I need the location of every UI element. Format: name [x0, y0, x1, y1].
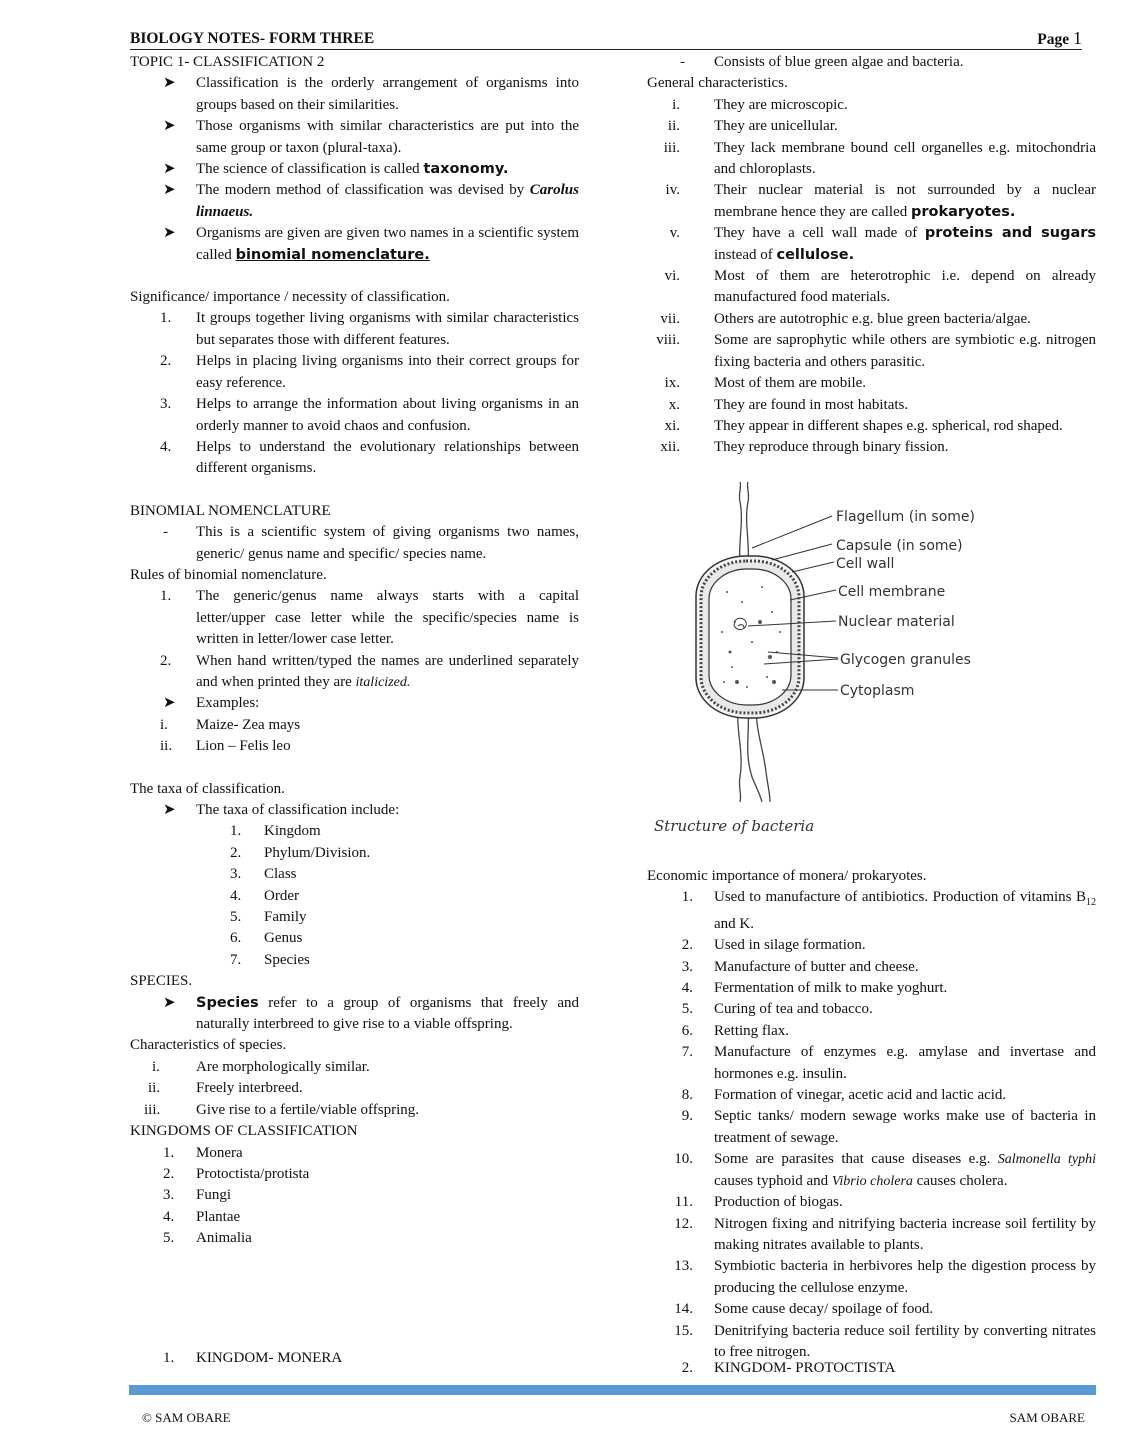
list-item: 9. Septic tanks/ modern sewage works make use of bacteria in treatment of sewage.	[681, 1108, 1096, 1146]
section-heading: The taxa of classification.	[130, 780, 285, 797]
left-column	[130, 52, 579, 1250]
section-heading: KINGDOMS OF CLASSIFICATION	[130, 1123, 358, 1140]
list-item: 5. Animalia	[163, 1230, 252, 1247]
list-item: 2. When hand written/typed the names are underlined separately and when printed they are italicized.	[160, 652, 579, 690]
cytoplasm-label: Cytoplasm	[840, 683, 915, 699]
list-item: ii. Freely interbreed.	[148, 1080, 303, 1097]
list-item: 4. Plantae	[163, 1208, 241, 1225]
list-item: vii. Others are autotrophic e.g. blue green bacteria/algae.	[660, 310, 1031, 327]
list-item: 3. Fungi	[163, 1187, 232, 1204]
list-item: 4. Order	[230, 887, 299, 904]
list-item: xi. They appear in different shapes e.g. spherical, rod shaped.	[664, 417, 1063, 434]
glycogen-label: Glycogen granules	[840, 652, 971, 668]
footer-copyright: © SAM OBARE	[142, 1410, 231, 1425]
list-item: 3. Class	[230, 866, 297, 883]
list-item: ➤ The taxa of classification include:	[163, 802, 400, 818]
section-heading: General characteristics.	[647, 75, 788, 92]
list-item: ➤ Classification is the orderly arrangement of organisms into groups based on their similarities.	[163, 75, 579, 113]
list-item: 5. Family	[230, 909, 307, 926]
page-number: Page 1	[1037, 28, 1082, 48]
list-item: 2. Helps in placing living organisms into their correct groups for easy reference.	[160, 353, 579, 391]
kingdom-monera-heading: 1. KINGDOM- MONERA	[163, 1350, 343, 1366]
list-item: ➤ The modern method of classification was devised by Carolus linnaeus.	[163, 182, 579, 220]
list-item: i. Are morphologically similar.	[152, 1058, 370, 1075]
page-header	[130, 30, 1082, 50]
right-column	[647, 52, 1096, 459]
list-item: ix. Most of them are mobile.	[664, 375, 867, 392]
section-heading: Characteristics of species.	[130, 1037, 287, 1054]
list-item: 6. Retting flax.	[681, 1022, 789, 1039]
cell-membrane-label: Cell membrane	[838, 584, 946, 600]
topic-heading: TOPIC 1- CLASSIFICATION 2	[130, 54, 325, 70]
bacteria-diagram	[652, 482, 992, 842]
footer-bar	[129, 1385, 1096, 1395]
list-item: 12. Nitrogen fixing and nitrifying bacteria increase soil fertility by making nitrates available to plants.	[674, 1215, 1096, 1253]
list-item: 7. Species	[230, 951, 310, 968]
list-item: x. They are found in most habitats.	[668, 396, 909, 413]
section-heading: BINOMIAL NOMENCLATURE	[130, 502, 331, 519]
capsule-label: Capsule (in some)	[836, 538, 963, 554]
list-item: 14. Some cause decay/ spoilage of food.	[674, 1301, 934, 1318]
kingdom-protoctista-heading: 2. KINGDOM- PROTOCTISTA	[681, 1360, 896, 1376]
list-item: i. Maize- Zea mays	[160, 716, 301, 733]
list-item: 1. Kingdom	[230, 823, 321, 840]
list-item: 13. Symbiotic bacteria in herbivores help the digestion process by producing the cellulose enzyme.	[674, 1258, 1096, 1296]
list-item: 3. Manufacture of butter and cheese.	[681, 958, 919, 975]
list-item: ii. Lion – Felis leo	[160, 738, 291, 755]
list-item: 11. Production of biogas.	[674, 1194, 843, 1211]
economic-importance	[647, 866, 1096, 1363]
list-item: 1. Used to manufacture of antibiotics. Production of vitamins $B_{12}$ and K.	[681, 889, 1096, 932]
list-item: - Consists of blue green algae and bacteria.	[680, 54, 964, 70]
list-item: v. They have a cell wall made of proteins and sugars instead of cellulose.	[669, 225, 1097, 263]
list-item: ➤ Species refer to a group of organisms that freely and naturally interbreed to give rise to a viable offspring.	[163, 994, 580, 1033]
list-item: ➤ Examples:	[163, 695, 260, 712]
list-item: 2. Protoctista/protista	[163, 1165, 310, 1182]
list-item: 8. Formation of vinegar, acetic acid and lactic acid.	[681, 1087, 1007, 1104]
section-heading: Rules of binomial nomenclature.	[130, 566, 327, 583]
list-item: - This is a scientific system of giving organisms two names, generic/ genus name and specific/ species name.	[163, 524, 579, 562]
list-item: 15. Denitrifying bacteria reduce soil fertility by converting nitrates to free nitrogen.	[674, 1322, 1096, 1360]
list-item: 7. Manufacture of enzymes e.g. amylase and invertase and hormones e.g. insulin.	[681, 1044, 1096, 1082]
list-item: 1. The generic/genus name always starts with a capital letter/upper case letter while the specific/species name is written in letter/lower case letter.	[160, 588, 579, 648]
list-item: ii. They are unicellular.	[667, 118, 838, 135]
section-heading: Significance/ importance / necessity of classification.	[130, 289, 450, 306]
list-item: ➤ The science of classification is called taxonomy.	[163, 161, 509, 178]
list-item: 1. Monera	[163, 1144, 243, 1161]
list-item: 6. Genus	[230, 930, 303, 947]
list-item: 10. Some are parasites that cause diseases e.g. Salmonella typhi causes typhoid and Vibrio cholera causes cholera.	[674, 1151, 1096, 1189]
document-title: BIOLOGY NOTES- FORM THREE	[130, 30, 375, 47]
list-item: 2. Phylum/Division.	[230, 844, 371, 861]
section-heading: Economic importance of monera/ prokaryotes.	[647, 868, 927, 884]
list-item: 2. Used in silage formation.	[681, 937, 866, 954]
list-item: 3. Helps to arrange the information about living organisms in an orderly manner to avoid chaos and confusion.	[160, 396, 579, 434]
footer-author: SAM OBARE	[1009, 1410, 1085, 1425]
list-item: i. They are microscopic.	[672, 96, 848, 113]
list-item: iii. They lack membrane bound cell organelles e.g. mitochondria and chloroplasts.	[663, 139, 1096, 178]
list-item: 4. Helps to understand the evolutionary relationships between different organisms.	[160, 438, 579, 477]
flagellum-label: Flagellum (in some)	[836, 509, 976, 525]
diagram-caption: Structure of bacteria	[654, 817, 815, 835]
list-item: iv. Their nuclear material is not surrounded by a nuclear membrane hence they are called prokaryotes.	[665, 182, 1096, 220]
list-item: xii. They reproduce through binary fission.	[660, 439, 949, 456]
list-item: iii. Give rise to a fertile/viable offspring.	[144, 1101, 419, 1118]
list-item: ➤ Organisms are given are given two names in a scientific system called binomial nomenclature.	[163, 225, 579, 263]
list-item: 4. Fermentation of milk to make yoghurt.	[681, 980, 948, 997]
list-item: 5. Curing of tea and tobacco.	[681, 1001, 873, 1018]
list-item: 1. It groups together living organisms with similar characteristics but separates those with different features.	[160, 310, 579, 348]
list-item: ➤ Those organisms with similar characteristics are put into the same group or taxon (plural-taxa).	[163, 118, 579, 156]
list-item: viii. Some are saprophytic while others are symbiotic e.g. nitrogen fixing bacteria and others parasitic.	[656, 332, 1096, 370]
list-item: vi. Most of them are heterotrophic i.e. depend on already manufactured food materials.	[664, 268, 1096, 306]
cell-wall-label: Cell wall	[836, 556, 895, 572]
section-heading: SPECIES.	[130, 973, 193, 990]
nuclear-material-label: Nuclear material	[838, 614, 955, 630]
